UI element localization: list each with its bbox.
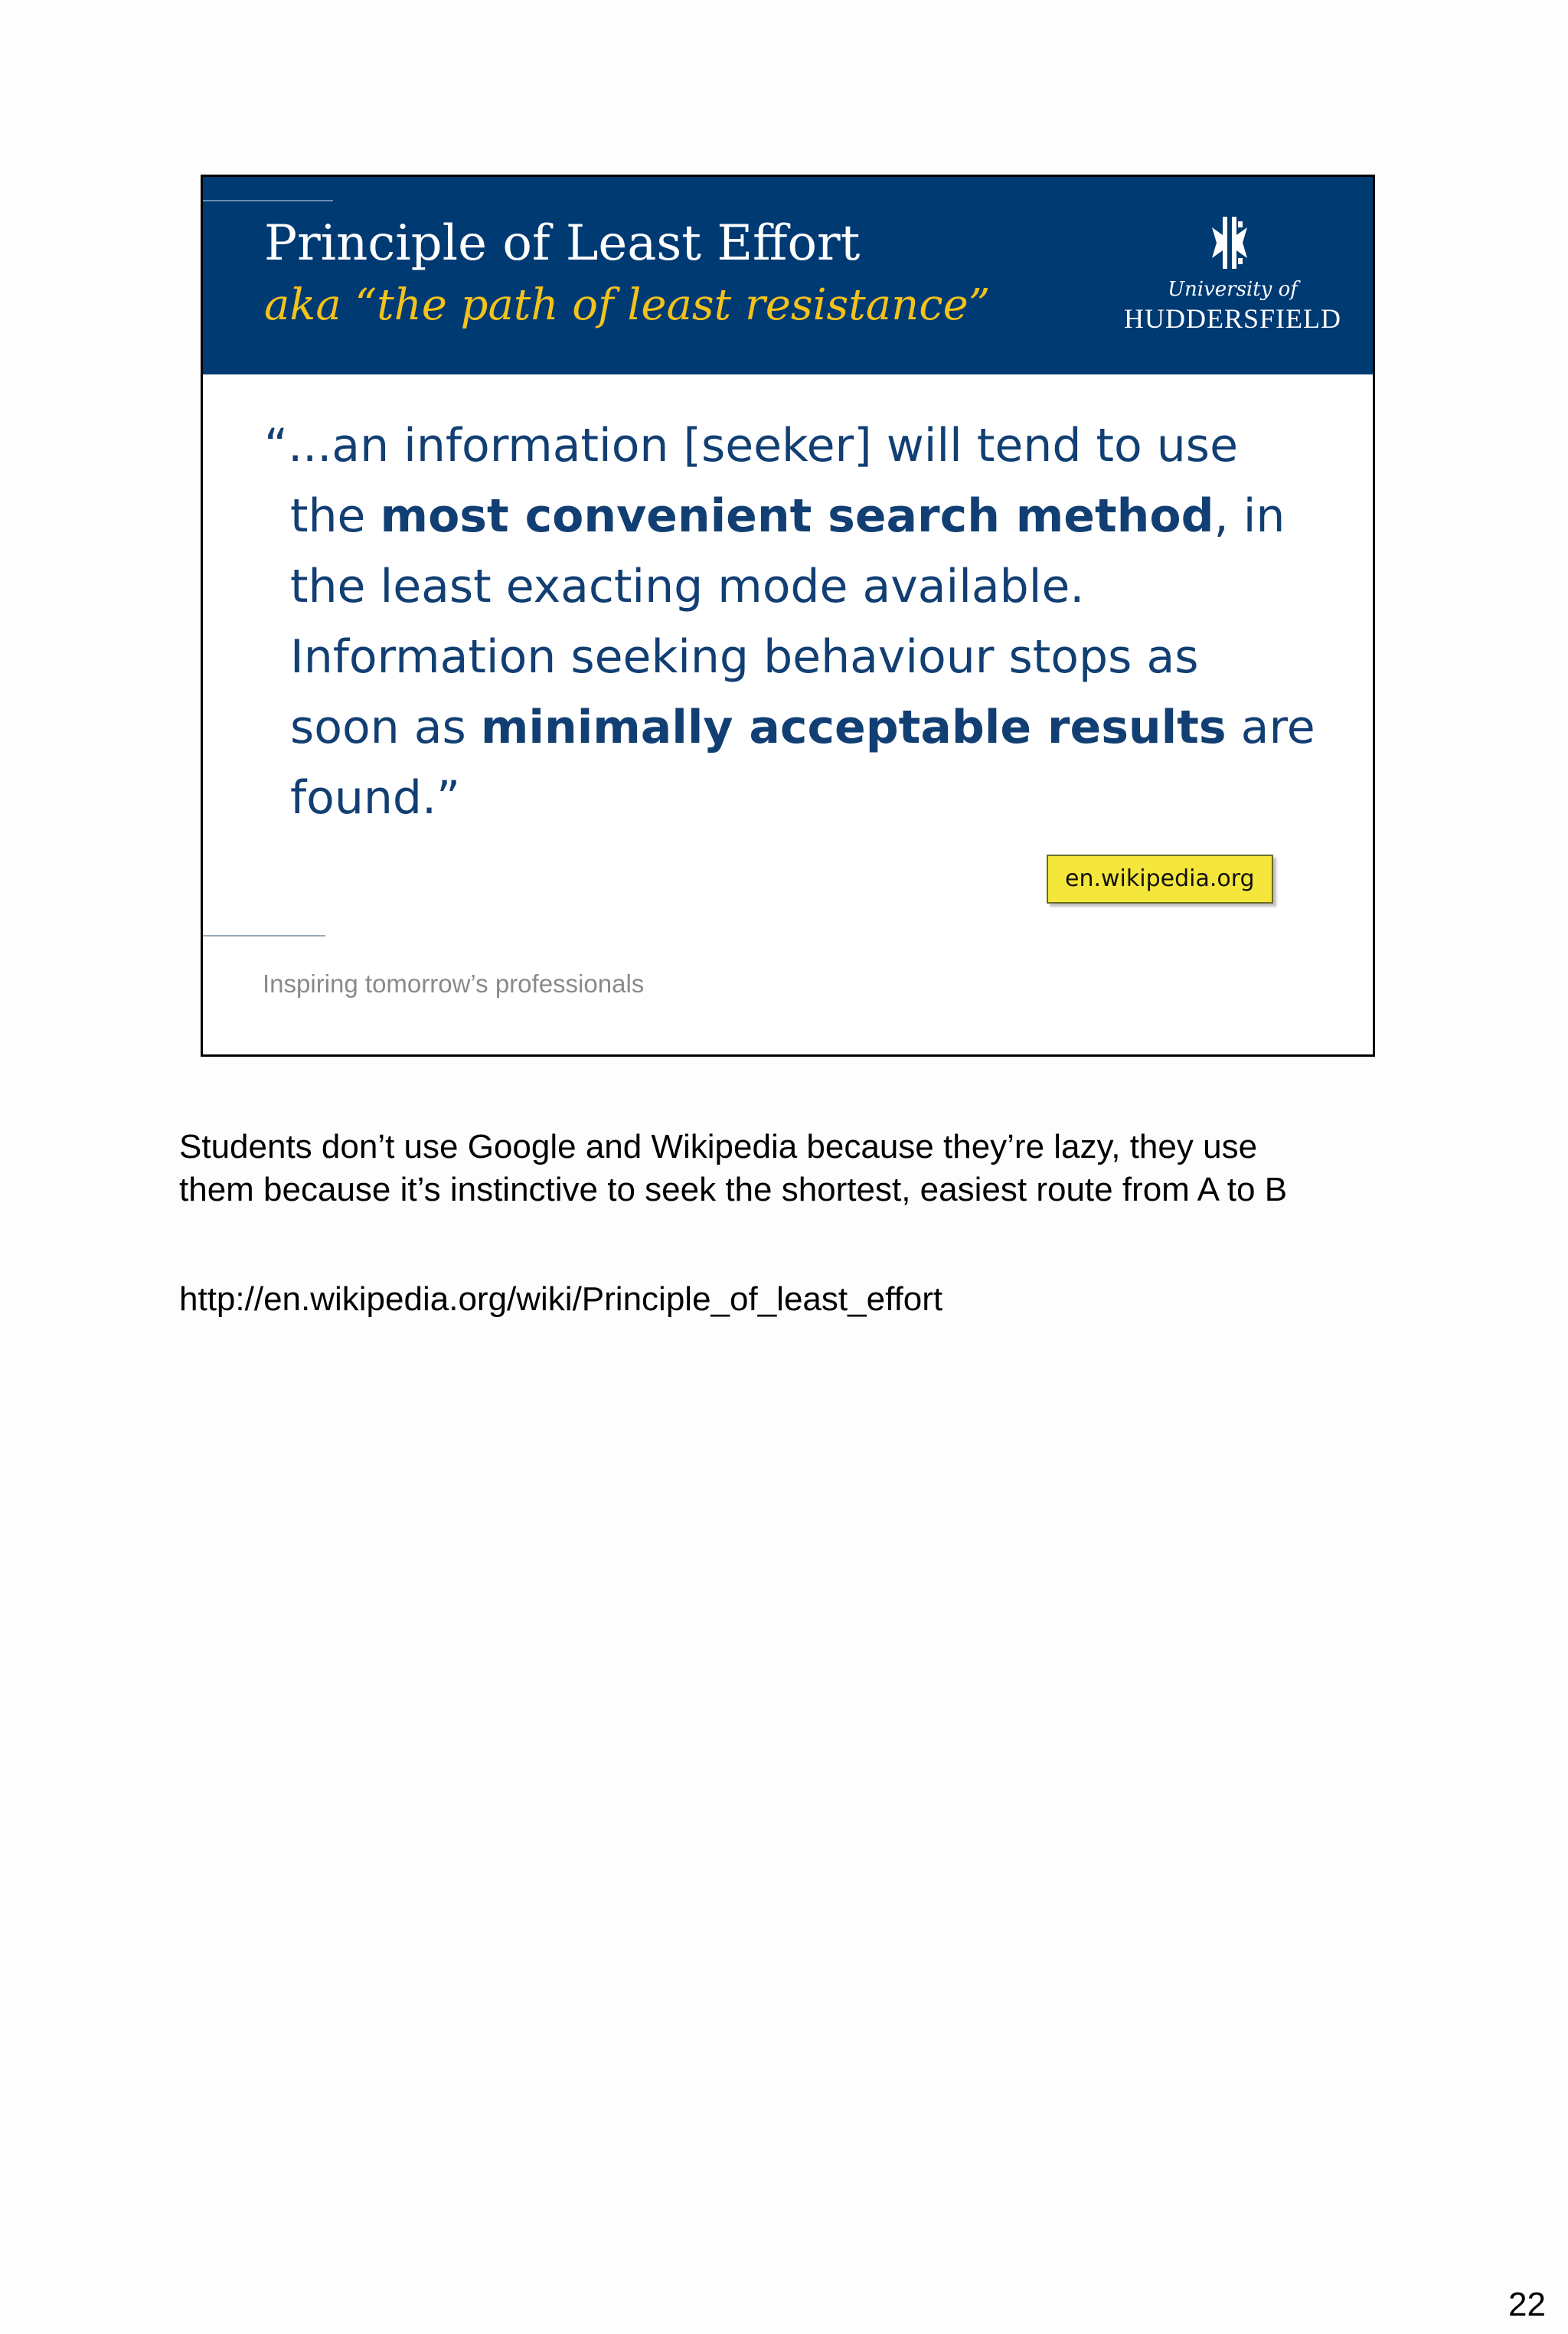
quote-line-2-start: the (290, 489, 381, 543)
logo-huddersfield: HUDDERSFIELD (1123, 303, 1341, 334)
slide-subtitle: aka “the path of least resistance” (264, 280, 991, 330)
slide-thumbnail (201, 175, 1375, 1057)
footer-accent-line (203, 935, 325, 937)
page-number: 22 (1508, 2286, 1546, 2323)
slide-header (203, 177, 1373, 374)
quote-emphasis-convenient: most convenient search method (380, 489, 1214, 543)
university-logo (1114, 217, 1351, 339)
university-crest-icon (1209, 217, 1250, 269)
header-accent-line (203, 200, 333, 201)
logo-university-of: University of (1168, 278, 1298, 301)
quote-line-3: the least exacting mode available. (290, 560, 1085, 613)
notes-line-1: Students don’t use Google and Wikipedia because they’re lazy, they use (179, 1128, 1258, 1165)
quote-text (264, 410, 1336, 833)
speaker-notes (179, 1126, 1481, 1211)
notes-url: http://en.wikipedia.org/wiki/Principle_of_least_effort (179, 1280, 943, 1318)
quote-line-2-end: , in (1214, 489, 1285, 543)
slide-title: Principle of Least Effort (264, 215, 861, 272)
quote-line-2 (264, 481, 1336, 551)
quote-line-6: found.” (290, 771, 461, 825)
quote-line-1: “...an information [seeker] will tend to use (264, 419, 1238, 472)
source-tag: en.wikipedia.org (1047, 855, 1273, 904)
quote-line-5-end: are (1226, 701, 1315, 754)
quote-line-5 (264, 692, 1336, 763)
quote-line-5-start: soon as (290, 701, 481, 754)
slide-footer: Inspiring tomorrow’s professionals (263, 969, 645, 998)
quote-emphasis-minimally: minimally acceptable results (480, 701, 1227, 754)
notes-line-2: them because it’s instinctive to seek the shortest, easiest route from A to B (179, 1171, 1288, 1208)
quote-line-4: Information seeking behaviour stops as (290, 630, 1199, 684)
